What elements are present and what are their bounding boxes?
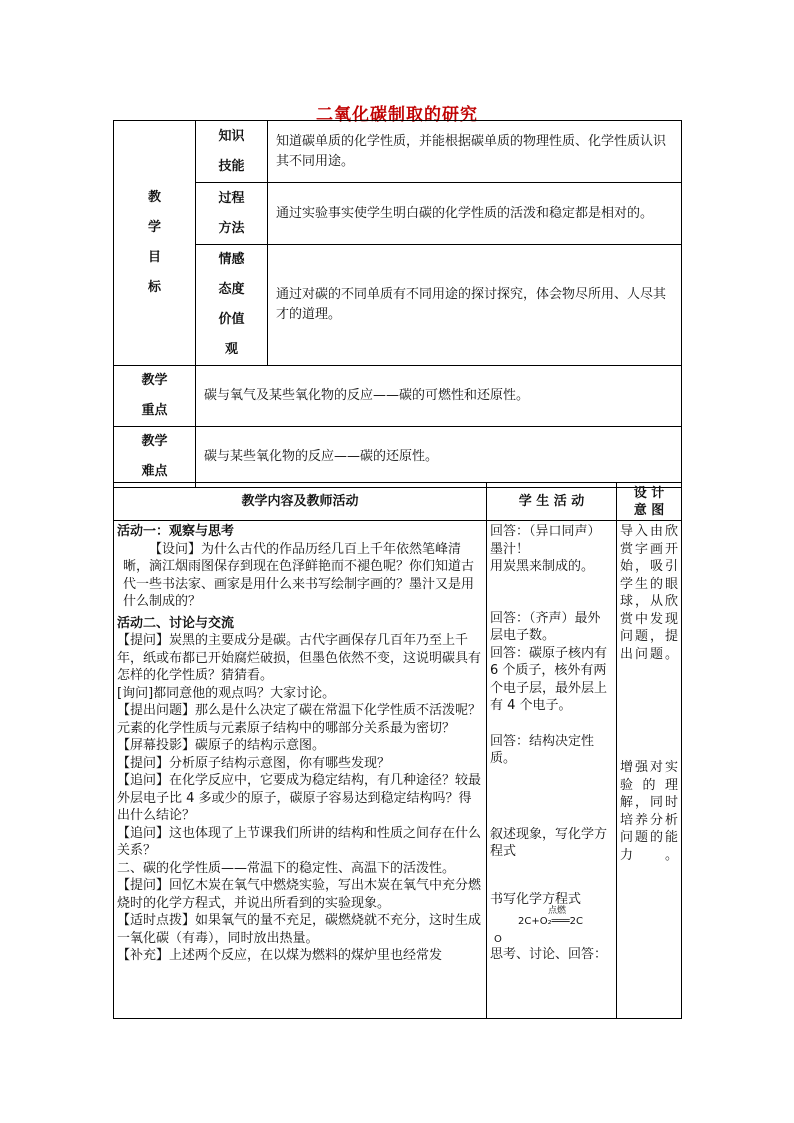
student-answer: 回答：（齐声）最外层电子数。 (490, 610, 601, 643)
content-paragraph: [询问]都同意他的观点吗？大家讨论。 (117, 685, 336, 701)
content-paragraph: 【提问】炭黑的主要成分是碳。古代字画保存几百年乃至上千年，纸或布都已开始腐烂破损，但墨色依然不变，这说明碳具有怎样的化学性质？猜猜看。 (117, 633, 482, 683)
key-point-label: 教学 重点 (114, 366, 196, 427)
content-paragraph: 【提问】回忆木炭在氧气中燃烧实验，写出木炭在氧气中充分燃烧时的化学方程式，并说出所看到的实验现象。 (117, 878, 482, 911)
design-intent-cell (617, 521, 682, 1019)
student-answer: 用炭黑来制成的。 (490, 559, 595, 574)
equation-condition: 点燃 (548, 906, 567, 916)
student-answer: 回答：（异口同声）墨汁！ (490, 524, 601, 557)
content-paragraph: 【提问】分析原子结构示意图，你有哪些发现？ (117, 755, 391, 771)
student-answer: 叙述现象，写化学方程式 (490, 826, 608, 859)
content-paragraph: 【追问】这也体现了上节课我们所讲的结构和性质之间存在什么关系？ (117, 825, 482, 858)
header-content: 教学内容及教师活动 (114, 483, 487, 521)
student-answer: 书写化学方程式 (490, 891, 582, 907)
equation-tail: O (494, 934, 502, 945)
difficulty-text: 碳与某些氧化物的反应——碳的还原性。 (196, 427, 682, 488)
activity-two-title: 活动二、讨论与交流 (117, 615, 235, 631)
design-intent: 导入由欣赏字画开始，吸引学生的眼球，从欣赏中发现问题，提出问题。 (620, 524, 678, 662)
objectives-label: 教 学 目 标 (114, 121, 196, 366)
student-answer: 回答：结构决定性质。 (490, 733, 595, 766)
activity-one-title: 活动一：观察与思考 (117, 524, 235, 539)
header-design: 设 计 意 图 (617, 483, 682, 521)
content-paragraph: 【补充】上述两个反应，在以煤为燃料的煤炉里也经常发 (117, 948, 443, 963)
student-answer: 思考、讨论、回答： (490, 947, 608, 962)
emotion-text: 通过对碳的不同单质有不同用途的探讨探究，体会物尽所用、人尽其才的道理。 (268, 245, 682, 366)
key-point-text: 碳与氧气及某些氧化物的反应——碳的可燃性和还原性。 (196, 366, 682, 427)
content-paragraph: 【追问】在化学反应中，它要成为稳定结构，有几种途径？较最外层电子比 4 多或少的原子，碳原子容易达到稳定结构吗？得出什么结论？ (117, 773, 482, 823)
process-table (113, 482, 682, 1019)
page-title: 二氧化碳制取的研究 (316, 105, 478, 125)
student-activity-cell (487, 521, 617, 1019)
activity-one-question: 【设问】为什么古代的作品历经几百上千年依然笔峰清晰，滴江烟雨图保存到现在色泽鲜艳而不褪色呢？你们知道古代一些书法家、画家是用什么来书写绘制字画的？墨汁又是用什么制成的？ (123, 541, 475, 609)
header-student: 学 生 活 动 (487, 483, 617, 521)
chemical-equation (490, 908, 613, 934)
process-label: 过程 方法 (196, 183, 268, 245)
student-answer: 回答：碳原子核内有 6 个质子，核外有两个电子层，最外层上有 4 个电子。 (490, 645, 608, 713)
knowledge-text: 知道碳单质的化学性质，并能根据碳单质的物理性质、化学性质认识其不同用途。 (268, 121, 682, 183)
teacher-content-cell (114, 521, 487, 1019)
content-paragraph: 【提出问题】那么是什么决定了碳在常温下化学性质不活泼呢？元素的化学性质与元素原子结构中的哪部分关系最为密切？ (117, 703, 482, 736)
design-intent: 增强对实验的理解，同时培养分析问题的能力。 (620, 760, 678, 863)
process-text: 通过实验事实使学生明白碳的化学性质的活泼和稳定都是相对的。 (268, 183, 682, 245)
content-paragraph: 【屏幕投影】碳原子的结构示意图。 (117, 738, 326, 753)
difficulty-label: 教学 难点 (114, 427, 196, 488)
knowledge-label: 知识 技能 (196, 121, 268, 183)
equation-main: 2C+O₂═══2C (518, 916, 584, 927)
emotion-label: 情感 态度 价值 观 (196, 245, 268, 366)
content-paragraph: 二、碳的化学性质——常温下的稳定性、高温下的活泼性。 (117, 860, 456, 876)
content-paragraph: 【适时点拨】如果氧气的量不充足，碳燃烧就不充分，这时生成一氧化碳（有毒），同时放出热量。 (117, 913, 482, 946)
objectives-table (113, 120, 682, 488)
